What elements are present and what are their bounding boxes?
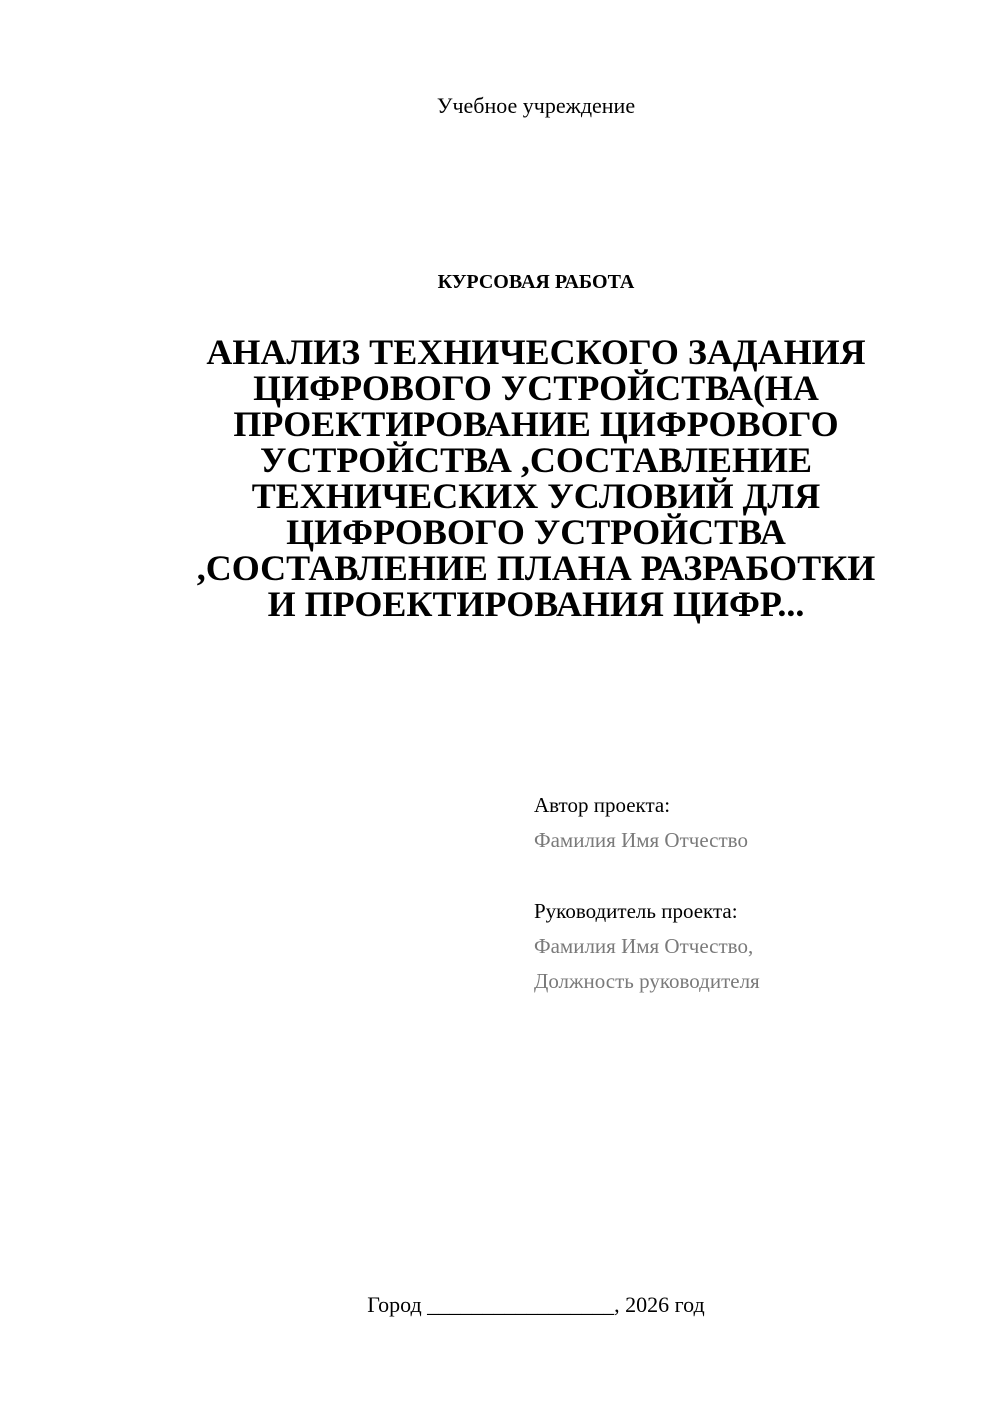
institution-name: Учебное учреждение [436,93,636,118]
supervisor-label: Руководитель проекта: [534,899,738,923]
author-label: Автор проекта: [534,793,671,817]
work-title-line: УСТРОЙСТВА ,СОСТАВЛЕНИЕ [259,440,813,480]
work-title-line: ЦИФРОВОГО УСТРОЙСТВА [286,512,786,552]
work-title-line: ЦИФРОВОГО УСТРОЙСТВА(НА [253,368,819,408]
author-name: Фамилия Имя Отчество [534,828,748,852]
city-year-line: Город _________________, 2026 год [367,1292,705,1317]
work-title [160,334,912,622]
people-block [534,788,974,999]
supervisor-position: Должность руководителя [534,969,760,993]
work-title-line: ,СОСТАВЛЕНИЕ ПЛАНА РАЗРАБОТКИ [196,548,876,588]
work-type-heading: КУРСОВАЯ РАБОТА [437,271,635,293]
spacer [534,858,974,894]
work-title-line: АНАЛИЗ ТЕХНИЧЕСКОГО ЗАДАНИЯ [206,332,866,372]
work-title-line: ТЕХНИЧЕСКИХ УСЛОВИЙ ДЛЯ [251,476,821,516]
supervisor-name: Фамилия Имя Отчество, [534,934,754,958]
work-title-line: ПРОЕКТИРОВАНИЕ ЦИФРОВОГО [233,404,839,444]
work-title-line: И ПРОЕКТИРОВАНИЯ ЦИФР... [267,584,805,624]
